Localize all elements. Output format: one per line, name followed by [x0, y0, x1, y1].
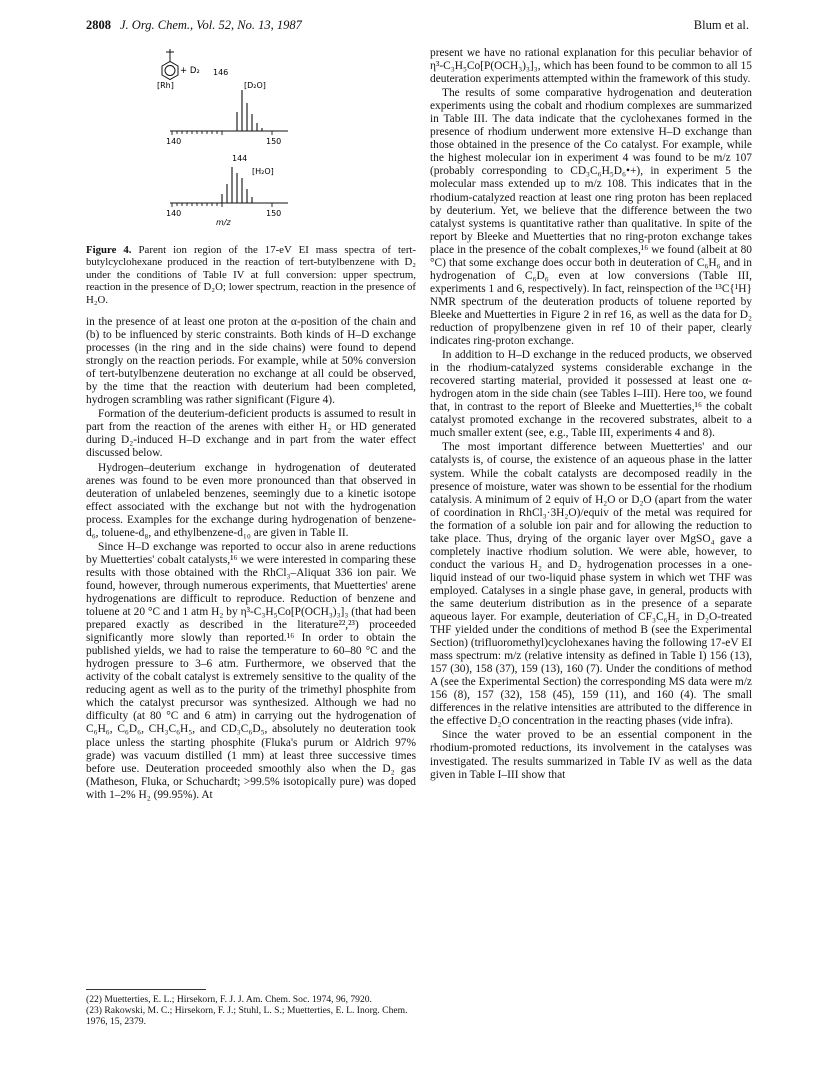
left-column: [86, 316, 416, 802]
bottom-x-tick-150: 150: [266, 209, 282, 218]
footnote-22: (22) Muetterties, E. L.; Hirsekorn, F. J. J. Am. Chem. Soc. 1974, 96, 7920.: [86, 994, 372, 1005]
paragraph: Hydrogen–deuterium exchange in hydrogenation of deuterated arenes was found to be even more pronounced than that observed in deuteration of unlabeled benzenes, seemingly due to a kinetic isotope effect associated with the exchange but not with the hydrogenation process. Examples for the exchange during hydrogenation of benzene-d₆, toluene-d₈, and ethylbenzene-d₁₀ are given in Table II.: [86, 461, 416, 539]
page-number: 2808: [86, 18, 111, 32]
bottom-peak-label: 144: [232, 154, 248, 163]
running-header: [86, 18, 749, 34]
right-column: [430, 47, 752, 782]
paragraph: in the presence of at least one proton at the α-position of the chain and (b) to be influenced by steric constraints. Both kinds of H–D exchange processes (in the ring and in the side chains) were found to depend strongly on the reaction periods. For example, while at 50% conversion of tert-butylbenzene deuteration no exchange at all could be observed, by the time that the reaction with deuterium had been completed, hydrogen scrambling was rather significant (Figure 4).: [86, 316, 416, 407]
tert-butylbenzene-structure: [162, 49, 178, 80]
top-x-axis: [170, 131, 288, 135]
paragraph: In addition to H–D exchange in the reduced products, we observed in the rhodium-catalyzed systems considerable exchange in the recovered starting material, provided it possessed at least one α-hydrogen atom in the side chain (see Tables I–III). Here too, we found that, in contrast to the report of Bleeke and Muetterties,¹⁶ the cobalt catalyst promoted exchange in the recovered substrates, albeit to a much smaller extent (see, e.g., Table III, experiments 4 and 8).: [430, 349, 752, 440]
paragraph: present we have no rational explanation for this peculiar behavior of η³-C₃H₅Co[P(OCH₃)₃]₃, which has been found to be common to all 15 deuteration experiments attempted within the framework of this study.: [430, 47, 752, 86]
caption-text: Parent ion region of the 17-eV EI mass spectra of tert-butylcyclohexane produced in the reaction of tert-butylbenzene with D₂ under the conditions of Table IV at full conversion: upper spectrum, reaction in the presence of D₂O; lower spectrum, reaction in the presence of H₂O.: [86, 244, 417, 306]
footnote-rule: [86, 989, 206, 990]
paragraph: The results of some comparative hydrogenation and deuteration experiments using the cobalt and rhodium complexes are summarized in Table III. The data indicate that the cyclohexanes formed in the presence of rhodium underwent more extensive H–D exchange than those obtained in the presence of the Co catalyst. For example, while the highest molecular ion in experiment 4 was found to be m/z 107 (probably corresponding to CD₃C₆H₅D₆•+), in experiment 5 the molecular mass extended up to m/z 108. This indicates that in the rhodium-catalyzed reaction at least one ring proton has been replaced by deuterium. Yet, we believe that the difference between the two catalyst systems is quantitative rather than qualitative. In spite of the report by Bleeke and Muetterties that no ring-proton exchange takes place in the presence of the cobalt complexes,¹⁶ we found (albeit at 80 °C) that some exchange does occur both in deuteration of C₆H₆ and in hydrogenation of C₆D₆ even at low conversions (Table III, experiments 1 and 6, respectively). In fact, reinspection of the ¹³C{¹H} NMR spectrum of the deuteration products of toluene reported by Bleeke and Muetterties in Figure 2 in ref 16, as well as the data for D₂ reduction of propylbenzene given in ref 10 of their paper, clearly indicates ring-proton exchange.: [430, 87, 752, 348]
footnotes: [86, 994, 416, 1028]
bottom-spectrum-peaks: [222, 167, 252, 203]
top-x-tick-150: 150: [266, 137, 282, 146]
figure-caption: [86, 244, 416, 306]
top-x-tick-140: 140: [166, 137, 182, 146]
bottom-x-axis: [170, 203, 288, 207]
paragraph: Since the water proved to be an essential component in the rhodium-promoted reductions, its involvement in the catalyses was investigated. The results summarized in Table IV as well as the data given in Table I–III show that: [430, 729, 752, 781]
paragraph: Since H–D exchange was reported to occur also in arene reductions by Muetterties' cobalt catalysts,¹⁶ we were interested in comparing these results with those obtained with the RhCl₃–Aliquat 336 ion pair. We found, however, through numerous experiments, that Muetterties' arene hydrogenations are difficult to reproduce. Reduction of benzene and toluene at 20 °C and 1 atm H₂ by η³-C₃H₅Co[P(OCH₃)₃]₃ (that had been prepared exactly as described in the literature²²,²³) proceeded significantly more slowly than reported.¹⁶ In order to obtain the published yields, we had to raise the temperature to 60–80 °C and the hydrogen pressure to 3–6 atm. Furthermore, we observed that the activity of the cobalt catalyst is extremely sensitive to the quality of the reducing agent as well as to the purity of the trimethyl phosphite from which the catalyst precursor was synthesized. Although we had no difficulty (at 80 °C and 6 atm) in carrying out the hydrogenation of C₆H₆, C₆D₆, CH₃C₆H₅, and CD₃C₆D₅, absolutely no deuteration took place unless the starting phosphite (Fluka's purum or Aldrich 97% grade) was vacuum distilled (1 mm) at least three successive times before use. Deuteration proceeded smoothly also when the D₂ gas (Matheson, Fluka, or Schuchardt; >99.5% isotopically pure) was doped with 1–2% H₂ (99.95%). At: [86, 540, 416, 801]
journal-citation: J. Org. Chem., Vol. 52, No. 13, 1987: [120, 18, 302, 32]
scheme-reagent-label: + D₂: [180, 66, 200, 76]
top-peak-label: 146: [213, 68, 229, 77]
top-spectrum-peaks: [237, 90, 262, 131]
paragraph: The most important difference between Muetterties' and our catalysts is, of course, the existence of an aqueous phase in the latter system. While the cobalt catalysts are decomposed readily in the presence of moisture, water was shown to be essential for the rhodium catalysis. A minimum of 2 equiv of H₂O or D₂O (apart from the water of coordination in RhCl₃·3H₂O)/equiv of the metal was required for the formation of a soluble ion pair and for allowing the reduction to take place. Thus, drying of the organic layer over MgSO₄ gave a completely inactive rhodium solution. We were able, however, to conduct the various H₂ and D₂ hydrogenation processes in a one-liquid instead of our two-liquid phase system in which wet THF was employed. Catalyses in a single phase gave, in general, products with the same deuterium distribution as in the presence of a separate aqueous layer. For example, deuteriation of CF₃C₆H₅ in D₂O-treated THF yielded under the conditions of method B (see the Experimental Section) (trifluoromethyl)cyclohexanes having the following 17-eV EI mass spectrum: m/z (relative intensity as defined in Table I) 156 (13), 157 (30), 158 (37), 159 (13), 160 (7). Under the conditions of method A (see the Experimental Section) the corresponding MS data were m/z 156 (8), 157 (32), 158 (45), 159 (11), and 160 (4). The small differences in the relative intensities are attributed to the difference in the effective D₂O concentration in the reacting phases (vide infra).: [430, 441, 752, 728]
mass-spectra-figure: [148, 48, 348, 248]
bottom-x-tick-140: 140: [166, 209, 182, 218]
catalyst-label: [Rh]: [157, 81, 174, 90]
x-axis-label: m/z: [216, 218, 231, 227]
caption-label: Figure 4.: [86, 244, 132, 256]
running-authors: Blum et al.: [693, 18, 749, 32]
bottom-condition-label: [H₂O]: [252, 167, 274, 176]
footnote-23: (23) Rakowski, M. C.; Hirsekorn, F. J.; Stuhl, L. S.; Muetterties, E. L. Inorg. Chem. 1976, 15, 2379.: [86, 1005, 408, 1028]
paragraph: Formation of the deuterium-deficient products is assumed to result in part from the reaction of the arenes with either H₂ or HD generated during D₂-induced H–D exchange and in part from the water effect discussed below.: [86, 408, 416, 460]
top-condition-label: [D₂O]: [244, 81, 266, 90]
figure-4: [148, 48, 348, 248]
